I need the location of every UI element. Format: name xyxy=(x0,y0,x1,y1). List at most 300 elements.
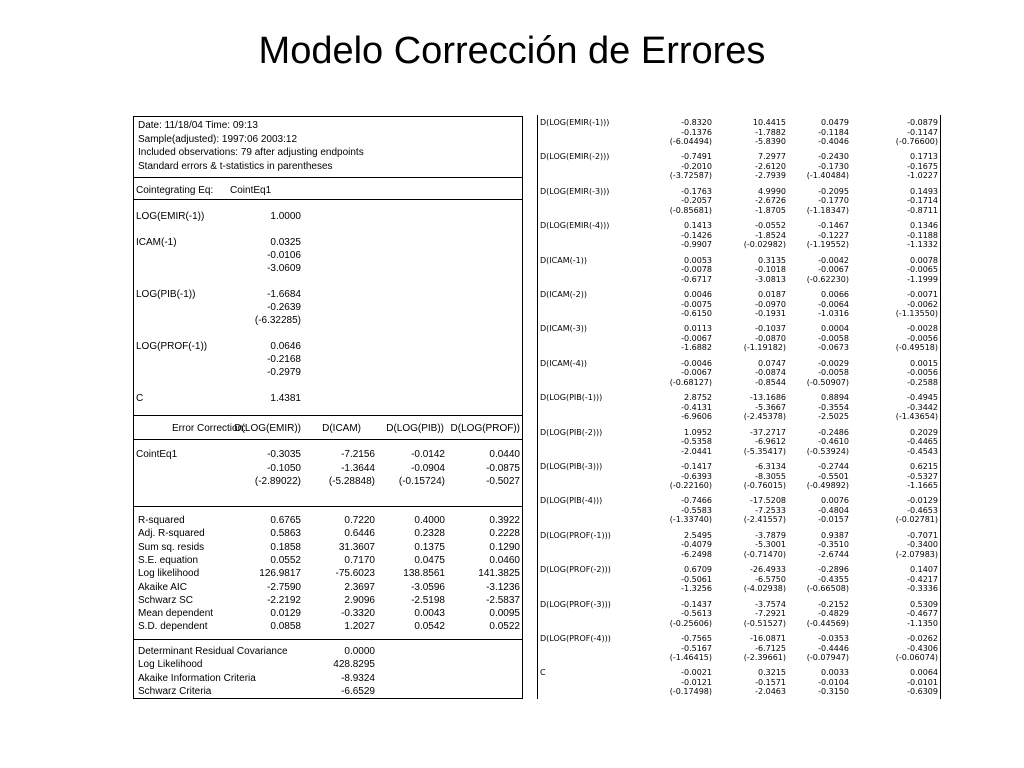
coefficient-value: -1.3256 xyxy=(681,584,712,594)
coefficient-value: -0.0065 xyxy=(907,265,938,275)
coefficient-value: -5.8390 xyxy=(755,137,786,146)
coefficient-value: (-0.17498) xyxy=(669,687,712,697)
coefficient-value: -0.3442 xyxy=(907,402,938,412)
coefficient-value: (-0.85681) xyxy=(669,205,712,215)
stat-label: R-squared xyxy=(138,515,185,526)
coint-row-value: (-6.32285) xyxy=(254,315,301,326)
coefficient-value: -0.6717 xyxy=(681,274,712,284)
stat-value: 0.0552 xyxy=(270,554,301,566)
ec-header: D(LOG(PIB)) xyxy=(386,423,444,434)
coefficient-value: -0.1714 xyxy=(907,196,938,206)
stat-value: -2.5198 xyxy=(411,594,445,606)
coefficient-value: -0.1188 xyxy=(907,230,938,240)
coefficient-value: 10.4415 xyxy=(752,118,786,127)
regressor-label: D(ICAM(-1)) xyxy=(540,255,587,265)
coefficient-value: (-0.25606) xyxy=(669,618,712,628)
coint-row-value: 1.4381 xyxy=(270,393,301,404)
coefficient-value: (-5.35417) xyxy=(743,446,786,456)
coefficient-value: (-0.02781) xyxy=(895,515,938,525)
coefficient-value: -8.3055 xyxy=(755,471,786,481)
regressor-label: D(LOG(EMIR(-2))) xyxy=(540,152,610,162)
coefficient-value: -0.4543 xyxy=(907,446,938,456)
coefficient-value: -0.2057 xyxy=(681,196,712,206)
stat-value: 0.7170 xyxy=(344,554,375,566)
coefficient-value: -0.2486 xyxy=(818,427,849,437)
stat-value: 0.4000 xyxy=(414,515,445,526)
coint-row-value: 1.0000 xyxy=(270,211,301,222)
coefficient-value: -7.2533 xyxy=(755,505,786,515)
coefficient-value: -0.0970 xyxy=(755,299,786,309)
coefficient-value: (-0.68127) xyxy=(669,377,712,387)
coefficient-value: (-0.76600) xyxy=(895,137,938,146)
stat-value: 0.1858 xyxy=(270,541,301,553)
ec-value: -0.3035 xyxy=(267,449,301,460)
stat-value: -2.2192 xyxy=(267,594,301,606)
ec-value: -0.5027 xyxy=(486,476,520,487)
coefficient-value: (-1.46415) xyxy=(669,653,712,662)
coefficient-value: -0.4131 xyxy=(681,402,712,412)
coefficient-value: 0.1493 xyxy=(910,186,938,196)
regressor-label: D(LOG(PROF(-2))) xyxy=(540,565,611,575)
coefficient-value: -0.8711 xyxy=(907,205,938,215)
stat-label: Log likelihood xyxy=(138,568,200,580)
coefficient-value: 0.5309 xyxy=(910,599,938,609)
coefficient-value: (-0.71470) xyxy=(743,549,786,559)
coint-eq-label: Cointegrating Eq: xyxy=(136,185,214,196)
coefficient-value: -0.1426 xyxy=(681,230,712,240)
coefficient-value: -0.0101 xyxy=(907,677,938,687)
coefficient-value: -6.7125 xyxy=(755,643,786,653)
coefficient-value: -0.6393 xyxy=(681,471,712,481)
coefficient-value: (-0.62230) xyxy=(806,274,849,284)
coefficient-value: -0.0042 xyxy=(818,255,849,265)
coefficient-value: 0.9387 xyxy=(821,530,849,540)
coefficient-value: 0.0066 xyxy=(821,290,849,299)
summary-value: 428.8295 xyxy=(333,659,375,671)
coefficient-value: 0.0747 xyxy=(758,358,786,368)
stat-value: -3.1236 xyxy=(486,581,520,593)
coefficient-value: -0.5613 xyxy=(681,609,712,619)
coint-row-label: C xyxy=(136,393,144,404)
coefficient-value: 0.0004 xyxy=(821,324,849,334)
regressor-label: D(LOG(PIB(-3))) xyxy=(540,462,603,471)
coefficient-value: (-0.07947) xyxy=(806,653,849,662)
stat-value: 0.0095 xyxy=(489,608,520,620)
coefficient-value: 0.0064 xyxy=(910,668,938,678)
coefficient-value: -0.6309 xyxy=(907,687,938,697)
coefficient-value: -0.8320 xyxy=(681,118,712,127)
coint-row-value: -0.0106 xyxy=(267,250,301,261)
coefficient-value: -0.1770 xyxy=(818,196,849,206)
coefficient-value: -1.1350 xyxy=(907,618,938,628)
stat-value: 2.3697 xyxy=(344,581,375,593)
ec-value: 0.0440 xyxy=(489,449,520,460)
summary-label: Determinant Residual Covariance xyxy=(138,646,288,657)
coefficient-value: -0.0870 xyxy=(755,333,786,343)
stat-value: 0.0858 xyxy=(270,621,301,633)
stat-label: Akaike AIC xyxy=(138,581,187,593)
stat-value: 138.8561 xyxy=(403,568,445,580)
coefficient-value: -0.0157 xyxy=(818,515,849,525)
stat-value: 0.0129 xyxy=(270,608,301,620)
regressor-label: D(LOG(EMIR(-3))) xyxy=(540,186,610,196)
coint-row-value: 0.0646 xyxy=(270,341,301,352)
coefficient-value: 7.2977 xyxy=(758,152,786,162)
coefficient-value: -0.2152 xyxy=(818,599,849,609)
coint-row-value: -1.6684 xyxy=(267,289,301,300)
regressor-label: D(LOG(PIB(-2))) xyxy=(540,427,603,437)
coefficient-value: (-0.66508) xyxy=(806,584,849,594)
coefficient-value: -0.4217 xyxy=(907,574,938,584)
stat-label: Mean dependent xyxy=(138,608,214,620)
page-title: Modelo Corrección de Errores xyxy=(258,30,766,72)
divider xyxy=(134,506,522,507)
coefficient-value: -3.7574 xyxy=(755,599,786,609)
coefficient-value: 0.6215 xyxy=(910,462,938,471)
coefficient-value: -0.3400 xyxy=(907,540,938,550)
coefficient-value: 0.0113 xyxy=(684,324,712,334)
summary-value: -8.9324 xyxy=(341,672,375,684)
stat-value: 0.0460 xyxy=(489,554,520,566)
coefficient-value: -2.6744 xyxy=(818,549,849,559)
coefficient-value: (-4.02938) xyxy=(743,584,786,594)
coefficient-value: -2.0463 xyxy=(755,687,786,697)
coefficient-value: -0.0029 xyxy=(818,358,849,368)
coefficient-value: -0.2010 xyxy=(681,161,712,171)
coefficient-value: -0.1037 xyxy=(755,324,786,334)
coefficient-value: 4.9990 xyxy=(758,186,786,196)
ec-header: D(ICAM) xyxy=(322,423,361,434)
coefficient-value: -0.4306 xyxy=(907,643,938,653)
stat-label: Sum sq. resids xyxy=(138,541,205,553)
coefficient-value: -0.0129 xyxy=(907,496,938,506)
coefficient-value: (-2.45378) xyxy=(743,412,786,422)
coefficient-value: -0.2744 xyxy=(818,462,849,471)
divider xyxy=(134,199,522,200)
coefficient-value: -0.0067 xyxy=(681,368,712,378)
stat-value: 0.0542 xyxy=(414,621,445,633)
coefficient-value: 0.0078 xyxy=(910,255,938,265)
regressor-label: D(LOG(PIB(-4))) xyxy=(540,496,603,506)
coefficient-value: -0.1437 xyxy=(681,599,712,609)
divider xyxy=(134,177,522,178)
header-line: Standard errors & t-statistics in parentheses xyxy=(138,160,333,172)
ec-header: D(LOG(PROF)) xyxy=(450,423,520,434)
header-line: Date: 11/18/04 Time: 09:13 xyxy=(138,120,258,131)
divider xyxy=(134,439,522,440)
coint-row-label: LOG(PIB(-1)) xyxy=(136,289,196,300)
stat-value: 0.0475 xyxy=(414,554,445,566)
coefficient-value: -0.3150 xyxy=(818,687,849,697)
coefficient-value: -0.5583 xyxy=(681,505,712,515)
ec-value: (-2.89022) xyxy=(254,476,301,487)
coefficient-value: -0.3510 xyxy=(818,540,849,550)
coefficient-value: -6.9606 xyxy=(681,412,712,422)
coefficient-value: -0.1147 xyxy=(907,127,938,137)
coefficient-value: -1.7882 xyxy=(755,127,786,137)
coefficient-value: (-1.13550) xyxy=(895,309,938,318)
coefficient-value: 0.0187 xyxy=(758,290,786,299)
coefficient-value: (-0.49892) xyxy=(806,481,849,490)
coefficient-value: -0.2896 xyxy=(818,565,849,575)
coefficient-value: (-0.22160) xyxy=(669,481,712,490)
regressor-label: D(LOG(PROF(-4))) xyxy=(540,634,611,643)
coefficient-value: -0.4677 xyxy=(907,609,938,619)
coefficient-value: -0.0673 xyxy=(818,343,849,353)
coefficient-value: 0.3215 xyxy=(758,668,786,678)
coefficient-value: -3.7879 xyxy=(755,530,786,540)
coefficient-value: 0.0053 xyxy=(684,255,712,265)
coefficient-value: -0.4446 xyxy=(818,643,849,653)
coefficient-value: -0.0046 xyxy=(681,358,712,368)
divider xyxy=(134,639,522,640)
coefficient-value: -0.5167 xyxy=(681,643,712,653)
coefficient-value: (-6.04494) xyxy=(669,137,712,146)
coefficient-value: 0.0479 xyxy=(821,118,849,127)
coefficient-value: -0.8544 xyxy=(755,377,786,387)
coefficient-value: -0.1675 xyxy=(907,161,938,171)
coefficient-value: 2.8752 xyxy=(684,393,712,403)
coefficient-value: -1.8705 xyxy=(755,205,786,215)
coefficient-value: -26.4933 xyxy=(750,565,786,575)
stat-label: S.D. dependent xyxy=(138,621,208,633)
summary-value: 0.0000 xyxy=(344,646,375,657)
coefficient-value: -2.7939 xyxy=(755,171,786,181)
coefficient-value: -0.0262 xyxy=(907,634,938,643)
coefficient-value: -0.2430 xyxy=(818,152,849,162)
coefficient-value: -6.5750 xyxy=(755,574,786,584)
coefficient-value: -0.0058 xyxy=(818,333,849,343)
coefficient-value: -0.7466 xyxy=(681,496,712,506)
coefficient-value: -0.0078 xyxy=(681,265,712,275)
coefficient-value: -1.0316 xyxy=(818,309,849,318)
coefficient-value: (-1.33740) xyxy=(669,515,712,525)
regressor-label: C xyxy=(540,668,546,678)
coefficient-value: -1.1999 xyxy=(907,274,938,284)
stat-value: 0.3922 xyxy=(489,515,520,526)
coint-row-value: -0.2168 xyxy=(267,354,301,365)
coefficient-value: -0.4046 xyxy=(818,137,849,146)
coefficient-value: (-2.41557) xyxy=(743,515,786,525)
coefficient-value: -16.0871 xyxy=(750,634,786,643)
coefficient-value: 0.0076 xyxy=(821,496,849,506)
coefficient-value: (-3.72587) xyxy=(669,171,712,181)
stat-value: 0.6446 xyxy=(344,528,375,540)
coefficient-value: -0.1763 xyxy=(681,186,712,196)
coefficient-value: 0.0033 xyxy=(821,668,849,678)
ec-value: (-5.28848) xyxy=(328,476,375,487)
coefficient-value: 0.0046 xyxy=(684,290,712,299)
coint-row-label: LOG(PROF(-1)) xyxy=(136,341,208,352)
coefficient-value: -0.0879 xyxy=(907,118,938,127)
coefficient-value: -37.2717 xyxy=(750,427,786,437)
summary-label: Akaike Information Criteria xyxy=(138,672,256,684)
coefficient-value: -6.3134 xyxy=(755,462,786,471)
stat-value: 2.9096 xyxy=(344,594,375,606)
coefficient-value: 0.8894 xyxy=(821,393,849,403)
coefficient-value: -0.4465 xyxy=(907,437,938,447)
coefficient-value: -2.5025 xyxy=(818,412,849,422)
coefficient-value: -0.0021 xyxy=(681,668,712,678)
coint-row-value: -0.2639 xyxy=(267,302,301,313)
coefficient-value: -0.5327 xyxy=(907,471,938,481)
coefficient-value: -3.0813 xyxy=(755,274,786,284)
coint-row-value: -3.0609 xyxy=(267,263,301,274)
coefficient-value: -0.1931 xyxy=(755,309,786,318)
coefficient-value: -0.5358 xyxy=(681,437,712,447)
regressor-label: D(ICAM(-2)) xyxy=(540,290,587,299)
coefficient-value: 2.5495 xyxy=(684,530,712,540)
coefficient-value: 0.1713 xyxy=(910,152,938,162)
stat-value: 1.2027 xyxy=(344,621,375,633)
header-line: Included observations: 79 after adjusting endpoints xyxy=(138,147,364,158)
summary-label: Schwarz Criteria xyxy=(138,685,212,697)
coefficient-value: (-0.02982) xyxy=(743,240,786,250)
coefficient-value: -1.0227 xyxy=(907,171,938,181)
stat-value: 141.3825 xyxy=(478,568,520,580)
coefficient-value: -0.5061 xyxy=(681,574,712,584)
stat-value: 31.3607 xyxy=(338,541,375,553)
coefficient-value: -0.7071 xyxy=(907,530,938,540)
coefficient-value: -0.0075 xyxy=(681,299,712,309)
stat-value: -3.0596 xyxy=(411,581,445,593)
coefficient-value: -0.2588 xyxy=(907,377,938,387)
stat-value: -2.7590 xyxy=(267,581,301,593)
ec-value: -0.0142 xyxy=(411,449,445,460)
ec-row-label: CointEq1 xyxy=(136,449,178,460)
coefficient-value: -0.0028 xyxy=(907,324,938,334)
coefficient-value: -0.1730 xyxy=(818,161,849,171)
coefficient-value: -7.2921 xyxy=(755,609,786,619)
ec-value: -7.2156 xyxy=(341,449,375,460)
regressor-label: D(LOG(EMIR(-1))) xyxy=(540,118,610,127)
coefficient-value: -1.1665 xyxy=(907,481,938,490)
coefficient-value: -0.3554 xyxy=(818,402,849,412)
stat-value: 0.0043 xyxy=(414,608,445,620)
coefficient-value: -0.7565 xyxy=(681,634,712,643)
coefficient-value: -5.3001 xyxy=(755,540,786,550)
coefficient-value: -0.1184 xyxy=(818,127,849,137)
stat-value: 0.1375 xyxy=(414,541,445,553)
coefficient-value: 1.0952 xyxy=(684,427,712,437)
stat-value: 0.2328 xyxy=(414,528,445,540)
stat-value: -75.6023 xyxy=(335,568,375,580)
coefficient-value: (-2.07983) xyxy=(895,549,938,559)
coefficient-value: -0.0067 xyxy=(818,265,849,275)
regressor-label: D(LOG(PIB(-1))) xyxy=(540,393,603,403)
ec-header: Error Correction: xyxy=(172,423,246,434)
regressor-label: D(LOG(PROF(-1))) xyxy=(540,530,611,540)
coefficient-value: -6.2498 xyxy=(681,549,712,559)
coint-row-label: LOG(EMIR(-1)) xyxy=(136,211,205,222)
coefficient-value: (-1.19182) xyxy=(743,343,786,353)
coint-eq-name: CointEq1 xyxy=(230,185,272,196)
coefficient-value: (-0.53924) xyxy=(806,446,849,456)
coint-row-value: 0.0325 xyxy=(270,237,301,248)
coefficient-value: -5.3667 xyxy=(755,402,786,412)
coefficient-value: 0.6709 xyxy=(684,565,712,575)
stat-value: -2.5837 xyxy=(486,594,520,606)
ec-value: -0.1050 xyxy=(267,462,301,474)
coefficient-value: -0.5501 xyxy=(818,471,849,481)
stat-value: 0.5863 xyxy=(270,528,301,540)
coefficient-value: -1.8524 xyxy=(755,230,786,240)
coefficient-value: -6.9612 xyxy=(755,437,786,447)
ec-value: (-0.15724) xyxy=(398,476,445,487)
coefficient-value: (-0.51527) xyxy=(743,618,786,628)
regressor-label: D(ICAM(-4)) xyxy=(540,358,587,368)
coefficient-value: 0.1413 xyxy=(684,221,712,231)
stat-value: 0.1290 xyxy=(489,541,520,553)
coefficient-value: -0.0071 xyxy=(907,290,938,299)
regressor-label: D(ICAM(-3)) xyxy=(540,324,587,334)
coefficient-value: (-0.50907) xyxy=(806,377,849,387)
header-line: Sample(adjusted): 1997:06 2003:12 xyxy=(138,133,298,145)
ec-value: -1.3644 xyxy=(341,462,375,474)
coefficient-value: (-0.49518) xyxy=(895,343,938,353)
coefficient-value: 0.3135 xyxy=(758,255,786,265)
coefficient-value: (-0.76015) xyxy=(743,481,786,490)
ec-value: -0.0904 xyxy=(411,462,445,474)
coefficient-value: -2.6726 xyxy=(755,196,786,206)
regressor-label: D(LOG(PROF(-3))) xyxy=(540,599,611,609)
stat-label: S.E. equation xyxy=(138,554,199,566)
coefficient-value: -0.1467 xyxy=(818,221,849,231)
coefficient-value: -0.4079 xyxy=(681,540,712,550)
coefficient-value: -0.1571 xyxy=(755,677,786,687)
coefficient-value: -0.4804 xyxy=(818,505,849,515)
coefficient-value: -0.3336 xyxy=(907,584,938,594)
stat-value: 0.2228 xyxy=(489,528,520,540)
coefficient-value: 0.1346 xyxy=(910,221,938,231)
coefficient-value: 0.2029 xyxy=(910,427,938,437)
coefficient-value: -0.9907 xyxy=(681,240,712,250)
coefficient-value: -13.1686 xyxy=(750,393,786,403)
coefficient-value: -0.1376 xyxy=(681,127,712,137)
stat-label: Adj. R-squared xyxy=(138,528,205,540)
cointegration-output-panel xyxy=(133,116,523,699)
stat-label: Schwarz SC xyxy=(138,594,194,606)
coefficient-value: -0.4945 xyxy=(907,393,938,403)
coefficient-value: -0.0552 xyxy=(755,221,786,231)
coefficient-value: -0.0067 xyxy=(681,333,712,343)
coefficient-value: 0.1407 xyxy=(910,565,938,575)
coefficient-value: -0.4829 xyxy=(818,609,849,619)
coefficient-value: -0.2095 xyxy=(818,186,849,196)
stat-value: 0.6765 xyxy=(270,515,301,526)
coefficient-value: -17.5208 xyxy=(750,496,786,506)
summary-value: -6.6529 xyxy=(341,685,375,697)
coefficient-value: -1.1332 xyxy=(907,240,938,250)
stat-value: 126.9817 xyxy=(259,568,301,580)
coefficient-value: -0.0874 xyxy=(755,368,786,378)
coefficient-value: (-1.40484) xyxy=(806,171,849,181)
coefficient-value: -0.4355 xyxy=(818,574,849,584)
lagged-coefficients-panel xyxy=(537,115,941,699)
coefficient-value: (-0.44569) xyxy=(806,618,849,628)
coefficient-value: 0.0015 xyxy=(910,358,938,368)
coefficient-value: -1.6882 xyxy=(681,343,712,353)
coefficient-value: (-2.39661) xyxy=(743,653,786,662)
coefficient-value: -0.7491 xyxy=(681,152,712,162)
coefficient-value: -2.0441 xyxy=(681,446,712,456)
divider xyxy=(134,415,522,416)
coefficient-value: -0.0058 xyxy=(818,368,849,378)
stat-value: 0.0522 xyxy=(489,621,520,633)
regressor-label: D(LOG(EMIR(-4))) xyxy=(540,221,610,231)
coefficient-value: -2.6120 xyxy=(755,161,786,171)
coefficient-value: -0.0064 xyxy=(818,299,849,309)
